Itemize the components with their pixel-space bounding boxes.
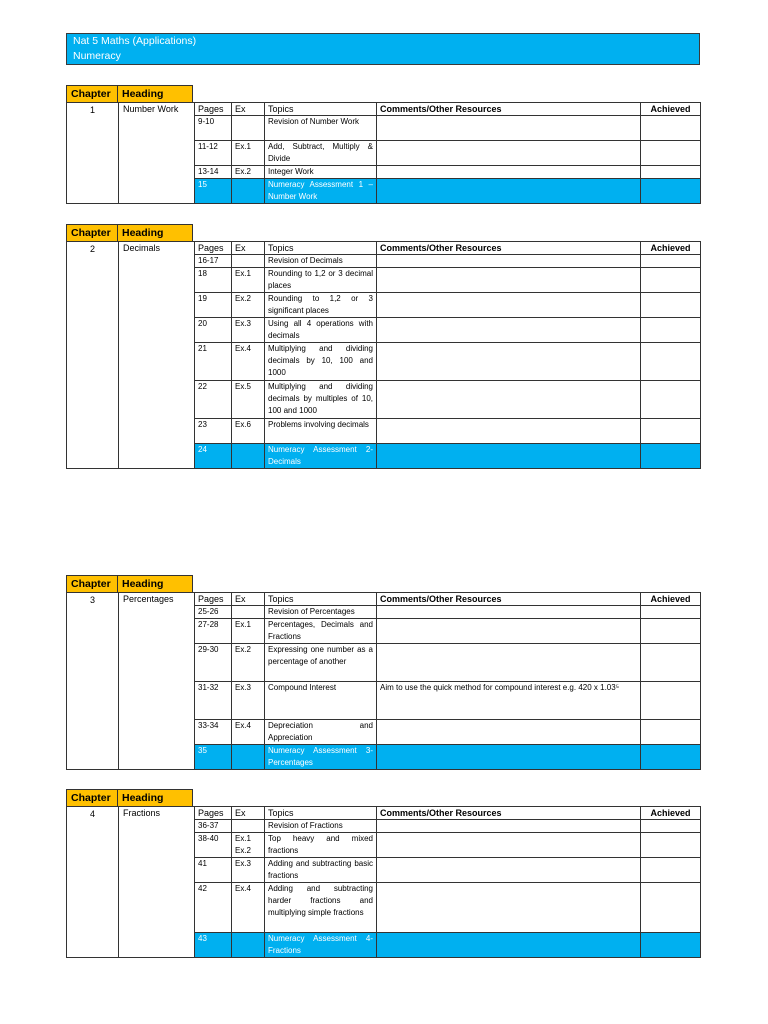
row-topic: Revision of Percentages [265, 606, 377, 619]
row-topic: Add, Subtract, Multiply & Divide [265, 141, 377, 166]
row-pages: 13-14 [195, 166, 232, 179]
row-exercise [232, 179, 265, 204]
row-exercise [232, 606, 265, 619]
row-achieved-cell[interactable] [641, 720, 701, 745]
row-achieved-cell[interactable] [641, 858, 701, 883]
row-topic: Percentages, Decimals and Fractions [265, 619, 377, 644]
row-achieved-cell[interactable] [641, 141, 701, 166]
chapter-label: Chapter [66, 85, 118, 103]
row-comments [377, 179, 641, 204]
row-comments [377, 419, 641, 444]
row-comments [377, 166, 641, 179]
chapter-table [66, 592, 701, 770]
row-comments [377, 318, 641, 343]
row-pages: 9-10 [195, 116, 232, 141]
row-topic: Revision of Fractions [265, 820, 377, 833]
row-comments [377, 820, 641, 833]
ex-column-header: Ex [232, 103, 265, 116]
row-exercise [232, 745, 265, 770]
row-pages: 31-32 [195, 682, 232, 720]
chapter-label: Chapter [66, 575, 118, 593]
achieved-column-header: Achieved [641, 103, 701, 116]
chapter-table [66, 102, 701, 204]
row-achieved-cell[interactable] [641, 255, 701, 268]
ex-column-header: Ex [232, 593, 265, 606]
row-topic: Rounding to 1,2 or 3 significant places [265, 293, 377, 318]
topics-column-header: Topics [265, 103, 377, 116]
row-achieved-cell[interactable] [641, 833, 701, 858]
row-pages: 43 [195, 933, 232, 958]
row-exercise: Ex.1 [232, 268, 265, 293]
row-comments [377, 381, 641, 419]
row-topic: Top heavy and mixed fractions [265, 833, 377, 858]
heading-label: Heading [117, 224, 193, 242]
row-achieved-cell[interactable] [641, 444, 701, 469]
row-pages: 27-28 [195, 619, 232, 644]
row-exercise: Ex.3 [232, 682, 265, 720]
row-topic: Integer Work [265, 166, 377, 179]
row-exercise: Ex.1 [232, 141, 265, 166]
row-comments [377, 141, 641, 166]
column-header-row [67, 242, 701, 255]
row-pages: 11-12 [195, 141, 232, 166]
row-topic: Revision of Decimals [265, 255, 377, 268]
column-header-row [67, 593, 701, 606]
column-header-row [67, 807, 701, 820]
chapter-heading: Fractions [119, 807, 195, 958]
chapter-label: Chapter [66, 789, 118, 807]
row-exercise [232, 116, 265, 141]
row-achieved-cell[interactable] [641, 116, 701, 141]
column-header-row [67, 103, 701, 116]
row-pages: 24 [195, 444, 232, 469]
row-pages: 15 [195, 179, 232, 204]
document-banner [66, 33, 700, 65]
chapter-header-row [66, 85, 193, 103]
row-comments [377, 720, 641, 745]
ex-column-header: Ex [232, 242, 265, 255]
topics-column-header: Topics [265, 807, 377, 820]
chapter-number: 4 [67, 807, 119, 958]
row-topic: Adding and subtracting basic fractions [265, 858, 377, 883]
pages-column-header: Pages [195, 807, 232, 820]
row-topic: Numeracy Assessment 4- Fractions [265, 933, 377, 958]
row-achieved-cell[interactable] [641, 166, 701, 179]
row-topic: Adding and subtracting harder fractions and multiplying simple fractions [265, 883, 377, 933]
chapter-label: Chapter [66, 224, 118, 242]
topics-column-header: Topics [265, 242, 377, 255]
row-topic: Using all 4 operations with decimals [265, 318, 377, 343]
row-exercise: Ex.4 [232, 343, 265, 381]
row-topic: Numeracy Assessment 2- Decimals [265, 444, 377, 469]
row-achieved-cell[interactable] [641, 293, 701, 318]
row-pages: 35 [195, 745, 232, 770]
row-exercise [232, 444, 265, 469]
row-achieved-cell[interactable] [641, 381, 701, 419]
row-topic: Numeracy Assessment 3- Percentages [265, 745, 377, 770]
row-comments: Aim to use the quick method for compound interest e.g. 420 x 1.03⁵ [377, 682, 641, 720]
comments-column-header: Comments/Other Resources [377, 807, 641, 820]
row-achieved-cell[interactable] [641, 883, 701, 933]
row-pages: 33-34 [195, 720, 232, 745]
row-topic: Numeracy Assessment 1 – Number Work [265, 179, 377, 204]
row-topic: Revision of Number Work [265, 116, 377, 141]
chapter-header-row [66, 575, 193, 593]
row-achieved-cell[interactable] [641, 179, 701, 204]
row-exercise [232, 255, 265, 268]
row-achieved-cell[interactable] [641, 318, 701, 343]
row-pages: 16-17 [195, 255, 232, 268]
row-pages: 42 [195, 883, 232, 933]
row-achieved-cell[interactable] [641, 933, 701, 958]
row-comments [377, 343, 641, 381]
row-exercise: Ex.4 [232, 720, 265, 745]
row-achieved-cell[interactable] [641, 644, 701, 682]
achieved-column-header: Achieved [641, 242, 701, 255]
row-comments [377, 606, 641, 619]
row-achieved-cell[interactable] [641, 606, 701, 619]
row-achieved-cell[interactable] [641, 745, 701, 770]
row-comments [377, 933, 641, 958]
heading-label: Heading [117, 85, 193, 103]
comments-column-header: Comments/Other Resources [377, 242, 641, 255]
row-comments [377, 116, 641, 141]
row-topic: Problems involving decimals [265, 419, 377, 444]
row-achieved-cell[interactable] [641, 682, 701, 720]
chapter-number: 1 [67, 103, 119, 204]
chapter-table [66, 241, 701, 469]
row-exercise: Ex.2 [232, 293, 265, 318]
chapter-header-row [66, 789, 193, 807]
row-achieved-cell[interactable] [641, 820, 701, 833]
chapter-number: 2 [67, 242, 119, 469]
row-exercise: Ex.5 [232, 381, 265, 419]
row-comments [377, 745, 641, 770]
chapter-heading: Decimals [119, 242, 195, 469]
chapter-number: 3 [67, 593, 119, 770]
unit-title: Numeracy [73, 50, 121, 62]
course-title: Nat 5 Maths (Applications) [73, 35, 197, 47]
row-achieved-cell[interactable] [641, 343, 701, 381]
topics-column-header: Topics [265, 593, 377, 606]
chapter-heading: Number Work [119, 103, 195, 204]
row-comments [377, 619, 641, 644]
row-comments [377, 293, 641, 318]
row-pages: 36-37 [195, 820, 232, 833]
row-exercise: Ex.2 [232, 644, 265, 682]
row-topic: Multiplying and dividing decimals by 10, 100 and 1000 [265, 343, 377, 381]
pages-column-header: Pages [195, 242, 232, 255]
row-exercise: Ex.1 Ex.2 [232, 833, 265, 858]
heading-label: Heading [117, 789, 193, 807]
row-pages: 23 [195, 419, 232, 444]
row-pages: 29-30 [195, 644, 232, 682]
row-pages: 41 [195, 858, 232, 883]
row-pages: 25-26 [195, 606, 232, 619]
row-pages: 18 [195, 268, 232, 293]
row-exercise: Ex.6 [232, 419, 265, 444]
pages-column-header: Pages [195, 103, 232, 116]
row-topic: Multiplying and dividing decimals by multiples of 10, 100 and 1000 [265, 381, 377, 419]
row-exercise [232, 820, 265, 833]
row-exercise: Ex.1 [232, 619, 265, 644]
row-pages: 22 [195, 381, 232, 419]
comments-column-header: Comments/Other Resources [377, 103, 641, 116]
row-achieved-cell[interactable] [641, 268, 701, 293]
row-comments [377, 833, 641, 858]
row-topic: Expressing one number as a percentage of another [265, 644, 377, 682]
row-pages: 38-40 [195, 833, 232, 858]
row-exercise: Ex.3 [232, 318, 265, 343]
row-comments [377, 268, 641, 293]
row-comments [377, 883, 641, 933]
row-achieved-cell[interactable] [641, 619, 701, 644]
row-topic: Rounding to 1,2 or 3 decimal places [265, 268, 377, 293]
chapter-header-row [66, 224, 193, 242]
row-exercise: Ex.4 [232, 883, 265, 933]
row-achieved-cell[interactable] [641, 419, 701, 444]
row-comments [377, 444, 641, 469]
row-pages: 21 [195, 343, 232, 381]
row-exercise [232, 933, 265, 958]
row-comments [377, 858, 641, 883]
comments-column-header: Comments/Other Resources [377, 593, 641, 606]
chapter-table [66, 806, 701, 958]
row-pages: 20 [195, 318, 232, 343]
pages-column-header: Pages [195, 593, 232, 606]
achieved-column-header: Achieved [641, 807, 701, 820]
row-pages: 19 [195, 293, 232, 318]
row-exercise: Ex.2 [232, 166, 265, 179]
heading-label: Heading [117, 575, 193, 593]
row-topic: Depreciation and Appreciation [265, 720, 377, 745]
row-topic: Compound Interest [265, 682, 377, 720]
achieved-column-header: Achieved [641, 593, 701, 606]
row-comments [377, 255, 641, 268]
chapter-heading: Percentages [119, 593, 195, 770]
row-comments [377, 644, 641, 682]
ex-column-header: Ex [232, 807, 265, 820]
row-exercise: Ex.3 [232, 858, 265, 883]
